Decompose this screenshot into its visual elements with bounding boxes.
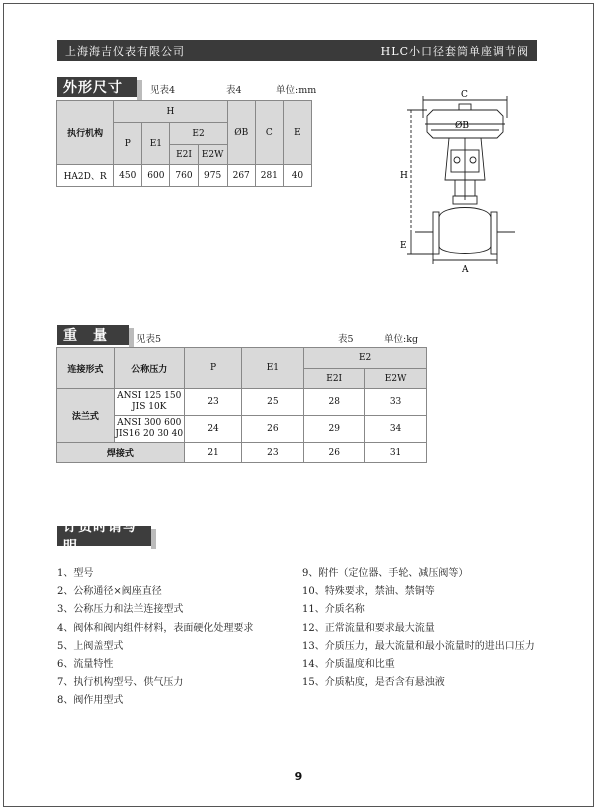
b-header: ØB bbox=[227, 101, 255, 165]
b-cell: 267 bbox=[227, 165, 255, 187]
weight-unit: 单位:kg bbox=[384, 334, 419, 345]
e2i-header: E2I bbox=[170, 145, 198, 165]
e2w-header: E2W bbox=[198, 145, 227, 165]
pressure-line-1: ANSI 125 150 bbox=[117, 391, 182, 401]
table-row bbox=[57, 165, 312, 187]
dimensions-title: 外形尺寸 bbox=[57, 77, 137, 97]
h-header: H bbox=[114, 101, 227, 123]
p-header: P bbox=[184, 348, 242, 389]
e1-header: E1 bbox=[242, 348, 304, 389]
list-item: 3、公称压力和法兰连接型式 bbox=[57, 604, 184, 616]
e2i-cell: 29 bbox=[304, 416, 365, 443]
pressure-cell bbox=[114, 389, 184, 416]
pressure-line-2: JIS16 20 30 40 bbox=[115, 429, 184, 439]
header-bar bbox=[57, 40, 537, 61]
list-item: 7、执行机构型号、供气压力 bbox=[57, 677, 184, 689]
diagram-label-h: H bbox=[400, 171, 408, 181]
weight-title: 重 量 bbox=[57, 325, 129, 345]
weight-ref-note: 见表5 bbox=[136, 334, 162, 345]
dimensions-unit: 单位:mm bbox=[276, 85, 317, 96]
e2-header: E2 bbox=[170, 123, 227, 145]
e1-cell: 600 bbox=[142, 165, 170, 187]
e2w-cell: 31 bbox=[365, 443, 427, 463]
e1-cell: 23 bbox=[242, 443, 304, 463]
table-row bbox=[57, 389, 427, 416]
pressure-line-1: ANSI 300 600 bbox=[117, 418, 182, 428]
list-item: 6、流量特性 bbox=[57, 659, 114, 671]
e1-cell: 25 bbox=[242, 389, 304, 416]
c-header: C bbox=[255, 101, 283, 165]
dimensions-table-no: 表4 bbox=[226, 85, 242, 96]
e2w-header: E2W bbox=[365, 369, 427, 389]
list-item: 14、介质温度和比重 bbox=[302, 659, 395, 671]
model-cell: HA2D、R bbox=[57, 165, 114, 187]
diagram-label-e: E bbox=[400, 241, 407, 251]
list-item: 2、公称通径×阀座直径 bbox=[57, 586, 162, 598]
valve-diagram bbox=[395, 88, 530, 288]
weld-cell: 焊接式 bbox=[57, 443, 185, 463]
list-item: 8、阀作用型式 bbox=[57, 695, 124, 707]
p-cell: 450 bbox=[114, 165, 142, 187]
order-list-left bbox=[57, 565, 253, 711]
e2i-cell: 760 bbox=[170, 165, 198, 187]
pressure-header: 公称压力 bbox=[114, 348, 184, 389]
e2-header: E2 bbox=[304, 348, 427, 369]
e2i-cell: 28 bbox=[304, 389, 365, 416]
diagram-label-c: C bbox=[461, 90, 468, 100]
conn-header: 连接形式 bbox=[57, 348, 115, 389]
list-item: 4、阀体和阀内组件材料，表面硬化处理要求 bbox=[57, 622, 254, 634]
diagram-label-b: ØB bbox=[455, 121, 469, 131]
table-row bbox=[57, 443, 427, 463]
e1-header: E1 bbox=[142, 123, 170, 165]
e2i-cell: 26 bbox=[304, 443, 365, 463]
c-cell: 281 bbox=[255, 165, 283, 187]
e2w-cell: 34 bbox=[365, 416, 427, 443]
order-list-right bbox=[302, 565, 535, 692]
e1-cell: 26 bbox=[242, 416, 304, 443]
list-item: 10、特殊要求，禁油、禁铜等 bbox=[302, 586, 435, 598]
weight-table-no: 表5 bbox=[338, 334, 354, 345]
dimensions-ref-note: 见表4 bbox=[150, 85, 176, 96]
list-item: 13、介质压力，最大流量和最小流量时的进出口压力 bbox=[302, 640, 535, 652]
flange-cell: 法兰式 bbox=[57, 389, 115, 443]
company-name: 上海海吉仪表有限公司 bbox=[65, 44, 185, 58]
list-item: 12、正常流量和要求最大流量 bbox=[302, 622, 435, 634]
p-cell: 24 bbox=[184, 416, 242, 443]
list-item: 9、附件（定位器、手轮、减压阀等） bbox=[302, 568, 469, 579]
dimensions-table bbox=[56, 100, 312, 187]
weight-table bbox=[56, 347, 427, 463]
e-header: E bbox=[283, 101, 311, 165]
e2w-cell: 975 bbox=[198, 165, 227, 187]
e-cell: 40 bbox=[283, 165, 311, 187]
page-number: 9 bbox=[294, 770, 303, 783]
actuator-header: 执行机构 bbox=[57, 101, 114, 165]
p-cell: 21 bbox=[184, 443, 242, 463]
list-item: 5、上阀盖型式 bbox=[57, 640, 124, 652]
pressure-line-2: JIS 10K bbox=[132, 402, 167, 412]
diagram-label-a: A bbox=[462, 265, 469, 275]
list-item: 15、介质粘度，是否含有悬浊液 bbox=[302, 677, 445, 689]
e2i-header: E2I bbox=[304, 369, 365, 389]
list-item: 1、型号 bbox=[57, 568, 94, 579]
p-header: P bbox=[114, 123, 142, 165]
product-name: HLC小口径套筒单座调节阀 bbox=[380, 44, 529, 58]
e2w-cell: 33 bbox=[365, 389, 427, 416]
order-title: 订货时请写明 bbox=[57, 526, 151, 546]
p-cell: 23 bbox=[184, 389, 242, 416]
list-item: 11、介质名称 bbox=[302, 604, 365, 616]
pressure-cell bbox=[114, 416, 184, 443]
